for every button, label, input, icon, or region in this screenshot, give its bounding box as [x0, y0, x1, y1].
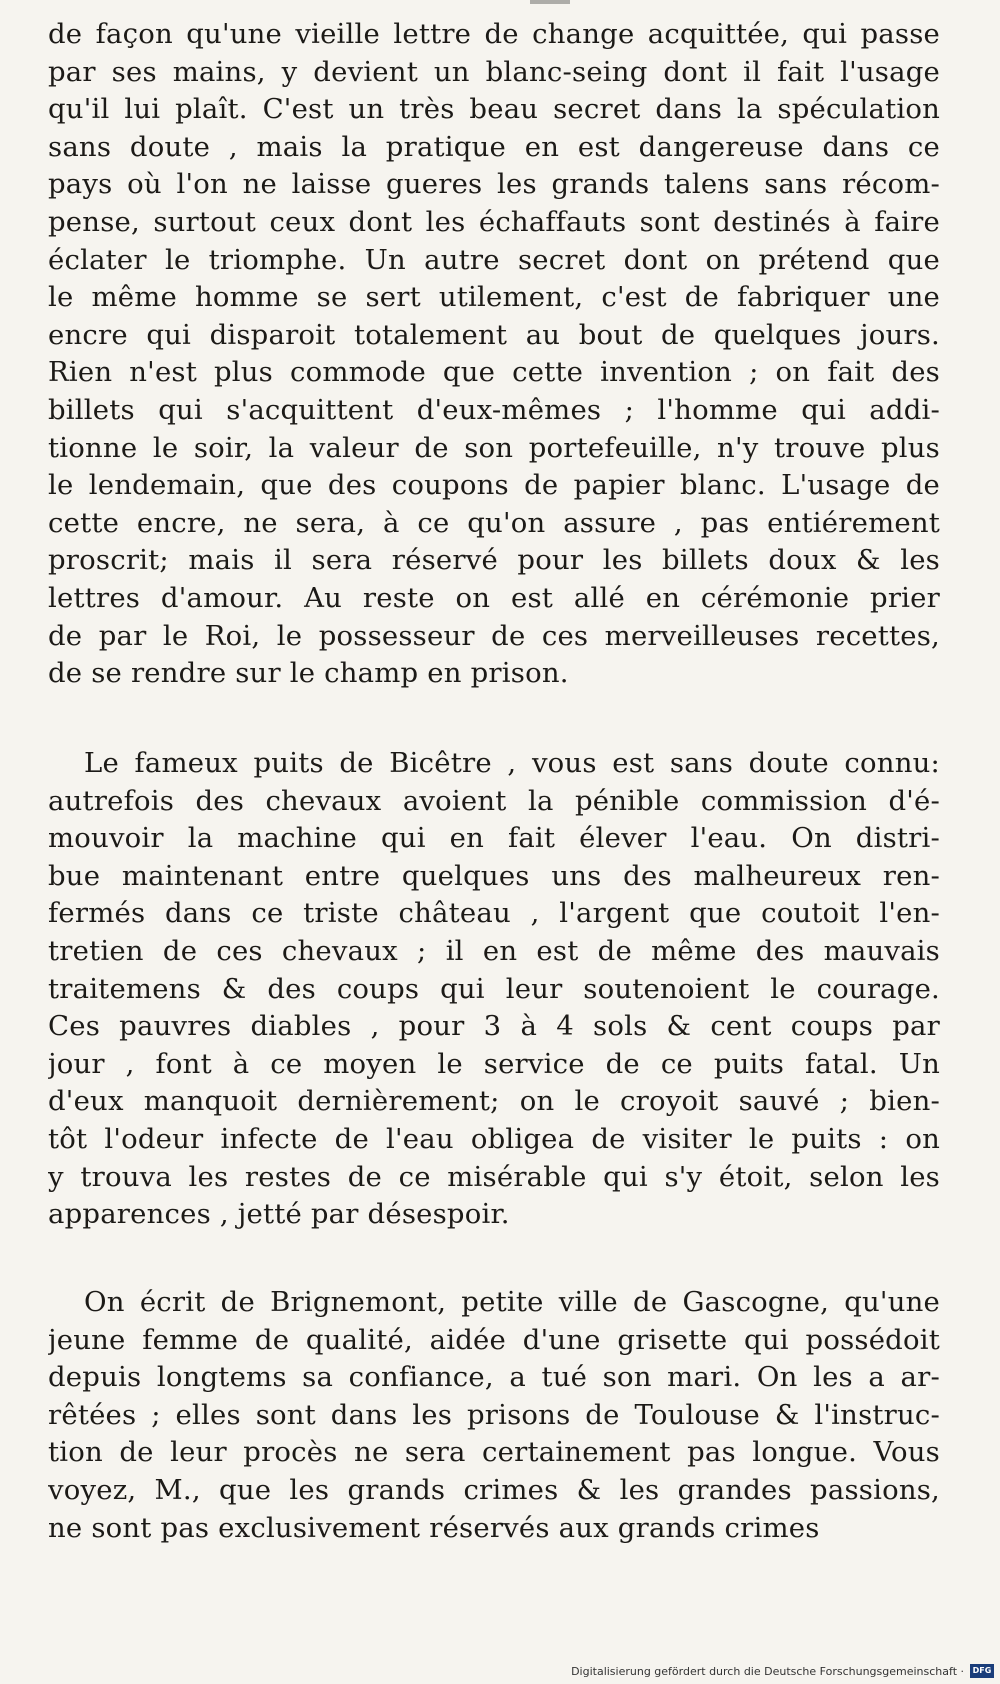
text-line: éclater le triomphe. Un autre secret dont on prétend que [48, 243, 940, 276]
text-line: y trouva les restes de ce misérable qui s'y étoit, selon les [48, 1160, 940, 1193]
text-line: de se rendre sur le champ en prison. [48, 657, 569, 690]
paragraph-3 [48, 1284, 940, 1547]
digitization-credit [571, 1664, 994, 1678]
text-line: bue maintenant entre quelques uns des malheureux ren- [48, 859, 940, 892]
text-line: tretien de ces chevaux ; il en est de même des mauvais [48, 934, 940, 967]
text-line: Rien n'est plus commode que cette invention ; on fait des [48, 356, 940, 389]
text-line: jour , font à ce moyen le service de ce puits fatal. Un [48, 1047, 940, 1080]
text-line: encre qui disparoit totalement au bout de quelques jours. [48, 318, 940, 351]
text-line: Le fameux puits de Bicêtre , vous est sans doute connu: [84, 747, 940, 779]
text-line: de par le Roi, le possesseur de ces merveilleuses recettes, [48, 619, 940, 652]
text-line: rêtées ; elles sont dans les prisons de Toulouse & l'instruc- [48, 1398, 940, 1431]
text-line: traitemens & des coups qui leur soutenoient le courage. [48, 972, 940, 1005]
text-line: lettres d'amour. Au reste on est allé en cérémonie prier [48, 581, 940, 614]
text-line: depuis longtems sa confiance, a tué son mari. On les a ar- [48, 1361, 940, 1394]
text-line: proscrit; mais il sera réservé pour les billets doux & les [48, 544, 940, 577]
text-line: pense, surtout ceux dont les échaffauts sont destinés à faire [48, 205, 940, 238]
text-line: tôt l'odeur infecte de l'eau obligea de visiter le puits : on [48, 1122, 940, 1155]
text-line: le même homme se sert utilement, c'est de fabriquer une [48, 281, 940, 314]
top-edge-mark [530, 0, 570, 4]
text-line: billets qui s'acquittent d'eux-mêmes ; l'homme qui addi- [48, 393, 940, 426]
text-line: On écrit de Brignemont, petite ville de Gascogne, qu'une [84, 1286, 940, 1318]
text-line: autrefois des chevaux avoient la pénible commission d'é- [48, 784, 940, 817]
text-line: voyez, M., que les grands crimes & les grandes passions, [48, 1473, 940, 1506]
text-line: d'eux manquoit dernièrement; on le croyoit sauvé ; bien- [48, 1085, 940, 1118]
paragraph-1 [48, 16, 940, 693]
text-line: le lendemain, que des coupons de papier blanc. L'usage de [48, 469, 940, 502]
text-line: de façon qu'une vieille lettre de change acquittée, qui passe [48, 18, 940, 50]
text-line: apparences , jetté par désespoir. [48, 1198, 510, 1231]
text-line: par ses mains, y devient un blanc-seing dont il fait l'usage [48, 55, 940, 88]
text-line: tion de leur procès ne sera certainement pas longue. Vous [48, 1436, 940, 1469]
text-line: jeune femme de qualité, aidée d'une grisette qui possédoit [48, 1323, 940, 1356]
footer-credit-text: Digitalisierung gefördert durch die Deutsche Forschungsgemeinschaft · [571, 1664, 964, 1678]
text-line: tionne le soir, la valeur de son portefeuille, n'y trouve plus [48, 431, 940, 464]
text-line: sans doute , mais la pratique en est dangereuse dans ce [48, 130, 940, 163]
text-line: mouvoir la machine qui en fait élever l'eau. On distri- [48, 822, 940, 855]
dfg-logo-icon: DFG [970, 1664, 994, 1678]
text-line: pays où l'on ne laisse gueres les grands talens sans récom- [48, 168, 940, 201]
text-line: fermés dans ce triste château , l'argent que coutoit l'en- [48, 897, 940, 930]
text-line: qu'il lui plaît. C'est un très beau secret dans la spéculation [48, 93, 940, 126]
text-line: ne sont pas exclusivement réservés aux grands crimes [48, 1511, 820, 1544]
paragraph-2 [48, 745, 940, 1234]
text-line: Ces pauvres diables , pour 3 à 4 sols & cent coups par [48, 1010, 940, 1043]
text-line: cette encre, ne sera, à ce qu'on assure , pas entiérement [48, 506, 940, 539]
